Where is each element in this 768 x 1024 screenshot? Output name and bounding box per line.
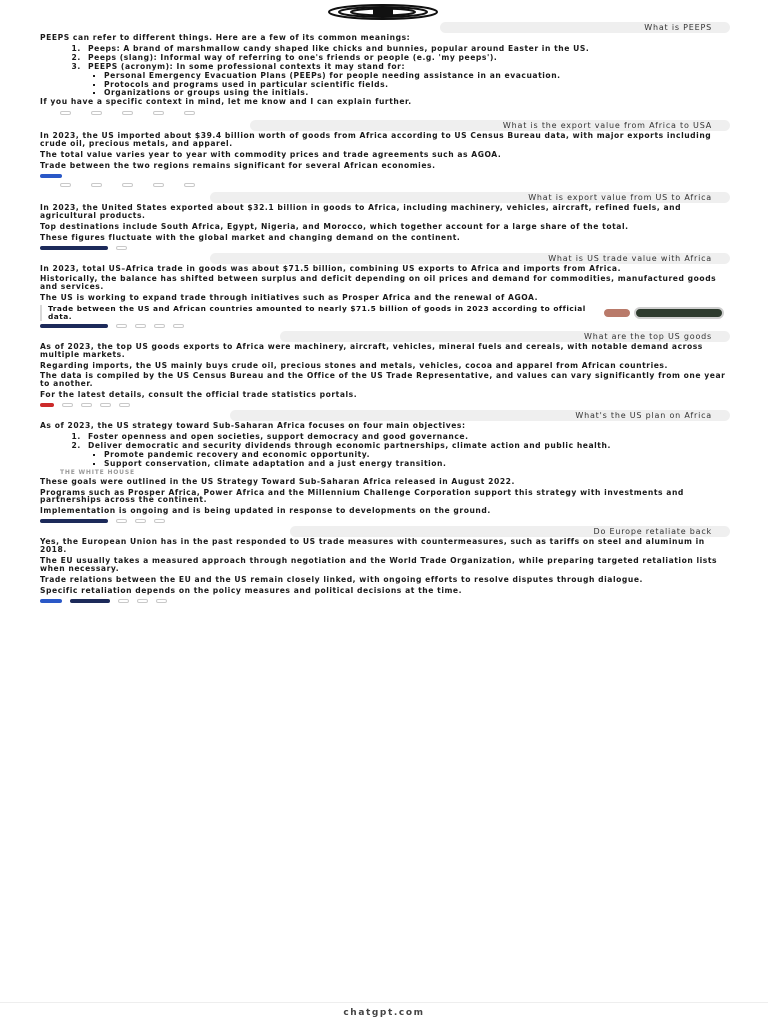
copy-icon[interactable] — [116, 324, 127, 328]
source-link[interactable] — [70, 599, 110, 603]
copy-icon[interactable] — [118, 599, 129, 603]
openai-logo[interactable] — [327, 4, 439, 20]
source-links — [40, 173, 730, 179]
source-links — [40, 518, 730, 524]
regenerate-icon[interactable] — [153, 183, 164, 187]
copy-icon[interactable] — [60, 111, 71, 115]
copy-icon[interactable] — [60, 183, 71, 187]
list-item: 3. PEEPS (acronym): In some professional contexts it may stand for: — [84, 63, 730, 71]
footer-domain: chatgpt.com — [343, 1008, 425, 1018]
thumbs-down-icon[interactable] — [122, 183, 133, 187]
thumbs-up-icon[interactable] — [91, 111, 102, 115]
user-message: What are the top US goods — [280, 331, 730, 342]
user-message: What is US trade value with Africa — [210, 253, 730, 264]
assistant-message: Yes, the European Union has in the past responded to US trade measures with countermeasures, such as tariffs on steel and aluminum in 2018. The EU usually takes a measured approach through negotiation and the World Trade Organization, while preparing targeted retaliation lists when necessary. Trade relations between the EU and the US remain closely linked, with ongoing efforts to resolve disputes through dialogue. Specific retaliation depends on the policy measures and political decisions at the time. — [40, 537, 718, 595]
thumbs-down-icon[interactable] — [156, 599, 167, 603]
copy-icon[interactable] — [116, 519, 127, 523]
source-links — [40, 245, 730, 251]
assistant-message: In 2023, the United States exported about $32.1 billion in goods to Africa, including machinery, vehicles, aircraft, refined fuels, and agricultural products. Top destinations include South Africa, Egypt, Nigeria, and Morocco, which together account for a large share of the total. These figures fluctuate with the global market and changing demand on the continent. — [40, 202, 682, 242]
user-message: What is PEEPS — [440, 22, 730, 33]
thumbnail-image — [634, 307, 724, 319]
list-item: 2. Deliver democratic and security dividends through economic partnerships, climate action and public health. — [84, 442, 730, 450]
source-tag[interactable]: THE WHITE HOUSE — [60, 468, 135, 476]
source-links — [40, 402, 730, 408]
copy-icon[interactable] — [116, 246, 127, 250]
user-message: What's the US plan on Africa — [230, 410, 730, 421]
source-link[interactable] — [40, 403, 54, 407]
thumbs-down-icon[interactable] — [154, 324, 165, 328]
footer-divider — [0, 1002, 768, 1003]
regenerate-icon[interactable] — [119, 403, 130, 407]
thumbs-up-icon[interactable] — [81, 403, 92, 407]
assistant-message: As of 2023, the US strategy toward Sub-Saharan Africa focuses on four main objectives: 1. Foster openness and open societies, support democracy and good governance. 2. Deliver democratic and security dividends through economic partnerships, climate action and public health. ▪ Promote pandemic recovery and economic opportunity. ▪ Support conservation, climate adaptation and a just energy transition. THE WHITE HOUSE These goals were outlined in the US Strategy Toward Sub-Saharan Africa released in August 2022. Programs such as Prosper Africa, Power Africa and the Millennium Challenge Corporation support this strategy with investments and partnerships across the continent. Implementation is ongoing and is being updated in response to developments on the ground. — [40, 422, 730, 515]
list-item: 1. Foster openness and open societies, support democracy and good governance. — [84, 433, 730, 441]
assistant-message: In 2023, total US–Africa trade in goods was about $71.5 billion, combining US exports to Africa and imports from Africa. Historically, the balance has shifted between surplus and deficit depending on oil prices and demand for commodities, manufactured goods and services. The US is working to expand trade through initiatives such as Prosper Africa and the renewal of AGOA. — [40, 263, 717, 303]
list-item: 1. Peeps: A brand of marshmallow candy shaped like chicks and bunnies, popular around Easter in the US. — [84, 45, 730, 53]
more-icon[interactable] — [184, 111, 195, 115]
source-link[interactable] — [40, 599, 62, 603]
regenerate-icon[interactable] — [153, 111, 164, 115]
message-actions — [60, 109, 730, 117]
list-item: ▪ Protocols and programs used in particular scientific fields. — [104, 81, 730, 89]
source-links — [40, 323, 730, 329]
source-link[interactable] — [40, 246, 108, 250]
copy-icon[interactable] — [62, 403, 73, 407]
source-links — [40, 598, 730, 604]
user-message: Do Europe retaliate back — [290, 526, 730, 537]
user-message: What is the export value from Africa to USA — [250, 120, 730, 131]
citation-thumbnail — [604, 306, 730, 320]
list-item: ▪ Support conservation, climate adaptation and a just energy transition. — [104, 460, 730, 468]
thumbs-up-icon[interactable] — [137, 599, 148, 603]
citation-card[interactable] — [40, 305, 730, 321]
thumbs-up-icon[interactable] — [135, 519, 146, 523]
list-item: ▪ Personal Emergency Evacuation Plans (PEEPs) for people needing assistance in an evacuation. — [104, 72, 730, 80]
openai-knot-logo-icon — [327, 4, 439, 20]
source-link[interactable] — [40, 519, 108, 523]
chat-thread — [40, 22, 730, 606]
user-message: What is export value from US to Africa — [210, 192, 730, 203]
source-link[interactable] — [40, 174, 62, 178]
list-item: 2. Peeps (slang): Informal way of referring to one's friends or people (e.g. 'my peeps'). — [84, 54, 730, 62]
thumbs-up-icon[interactable] — [135, 324, 146, 328]
citation-text: Trade between the US and African countries amounted to nearly $71.5 billion of goods in 2023 according to official data. — [48, 304, 586, 321]
thumbs-down-icon[interactable] — [122, 111, 133, 115]
assistant-message: PEEPS can refer to different things. Here are a few of its common meanings: 1. Peeps: A brand of marshmallow candy shaped like chicks and bunnies, popular around Easter in the US. 2. Peeps (slang): Informal way of referring to one's friends or people (e.g. 'my peeps'). 3. PEEPS (acronym): In some professional contexts it may stand for: ▪ Personal Emergency Evacuation Plans (PEEPs) for people needing assistance in an evacuation. ▪ Protocols and programs used in particular scientific fields. ▪ Organizations or groups using the initials. If you have a specific context in mind, let me know and I can explain further. — [40, 34, 730, 106]
more-icon[interactable] — [184, 183, 195, 187]
message-actions — [60, 181, 730, 189]
list-item: ▪ Promote pandemic recovery and economic opportunity. — [104, 451, 730, 459]
thumbs-down-icon[interactable] — [100, 403, 111, 407]
thumbs-up-icon[interactable] — [91, 183, 102, 187]
assistant-message: As of 2023, the top US goods exports to Africa were machinery, aircraft, vehicles, mineral fuels and cereals, with notable demand across multiple markets. Regarding imports, the US mainly buys crude oil, precious stones and metals, vehicles, cocoa and apparel from African countries. The data is compiled by the US Census Bureau and the Office of the US Trade Representative, and values can vary significantly from one year to another. For the latest details, consult the official trade statistics portals. — [40, 341, 726, 400]
assistant-message: In 2023, the US imported about $39.4 billion worth of goods from Africa according to US Census Bureau data, with major exports including crude oil, precious metals, and apparel. The total value varies year to year with commodity prices and trade agreements such as AGOA. Trade between the two regions remains significant for several African economies. — [40, 131, 712, 170]
thumbnail-image — [604, 309, 630, 317]
thumbs-down-icon[interactable] — [154, 519, 165, 523]
regenerate-icon[interactable] — [173, 324, 184, 328]
list-item: ▪ Organizations or groups using the initials. — [104, 89, 730, 97]
source-link[interactable] — [40, 324, 108, 328]
